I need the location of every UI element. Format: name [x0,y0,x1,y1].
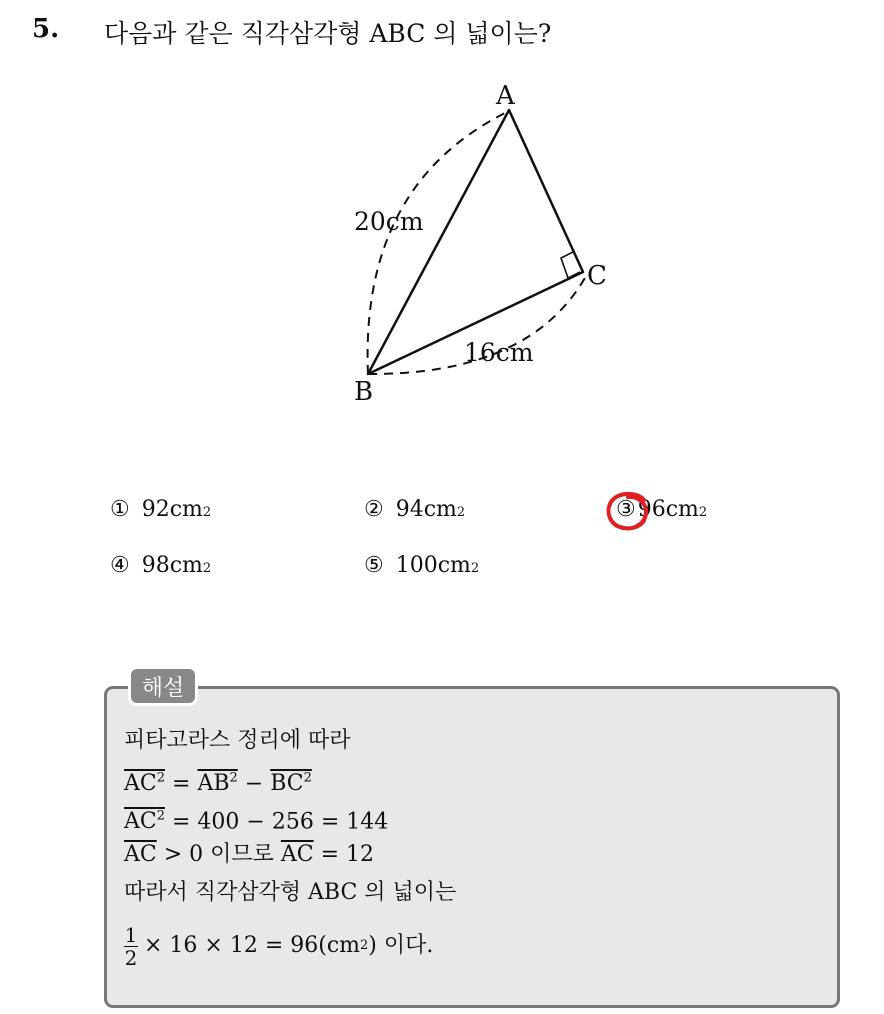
choice-exponent: 2 [698,505,708,520]
vertex-label-c: C [587,261,607,291]
vertex-label-a: A [496,81,515,111]
choice-value: 96cm [637,497,699,522]
length-label-ab: 20cm [354,207,424,236]
answer-circle-mark [604,490,652,532]
right-angle-marker [561,252,580,278]
choice-1[interactable] [110,497,211,522]
choice-exponent: 2 [456,505,466,520]
segment-ac: $\overline{AC}$ [280,842,314,867]
choice-value: 92cm [141,497,203,522]
question-number: 5. [32,14,60,44]
choice-exponent: 2 [470,561,480,576]
choice-number: ① [110,497,130,522]
fraction-one-half: $\frac{1}{2}$ [124,922,138,970]
solution-line-2: $AC^2 = AB^2 - BC^2$ [124,771,312,797]
segment-ac: $\overline{AC}$ [124,842,157,867]
choice-number: ③ [616,497,636,522]
length-label-bc: 16cm [464,338,534,367]
choice-exponent: 2 [202,505,212,520]
segment-ab-squared: $AB^2$ [197,771,238,797]
solution-line-1: 피타고라스 정리에 따라 [124,728,351,753]
segment-ac-squared: $AC^2$ [124,771,166,797]
choice-value: 100cm [395,553,471,578]
solution-line-5: 따라서 직각삼각형 ABC 의 넓이는 [124,880,457,905]
choice-exponent: 2 [202,561,212,576]
choice-value: 98cm [141,553,203,578]
right-triangle-figure [300,70,660,430]
choice-number: ② [364,497,384,522]
solution-line-6: $\frac{1}{2}$ × 16 × 12 = 96(cm 2 ) 이다. [124,922,434,970]
solution-line-3: $AC^2 = 400 - 256 = 144$ [124,809,389,835]
question-text: 다음과 같은 직각삼각형 ABC 의 넓이는? [104,19,552,48]
solution-line-4: $\overline{AC} > 0$ 이므로 $\overline{AC} = 12$ [124,842,375,867]
choice-4[interactable] [110,553,211,578]
choice-5[interactable] [364,553,479,578]
choice-number: ⑤ [364,553,384,578]
triangle-abc [368,110,583,374]
vertex-label-b: B [354,377,374,407]
segment-bc-squared: $BC^2$ [270,771,312,797]
choice-value: 94cm [395,497,457,522]
segment-ac-squared: $AC^2$ [124,809,166,835]
choice-2[interactable] [364,497,465,522]
choice-number: ④ [110,553,130,578]
solution-content [124,722,456,976]
solution-tab: 해설 [128,666,198,706]
